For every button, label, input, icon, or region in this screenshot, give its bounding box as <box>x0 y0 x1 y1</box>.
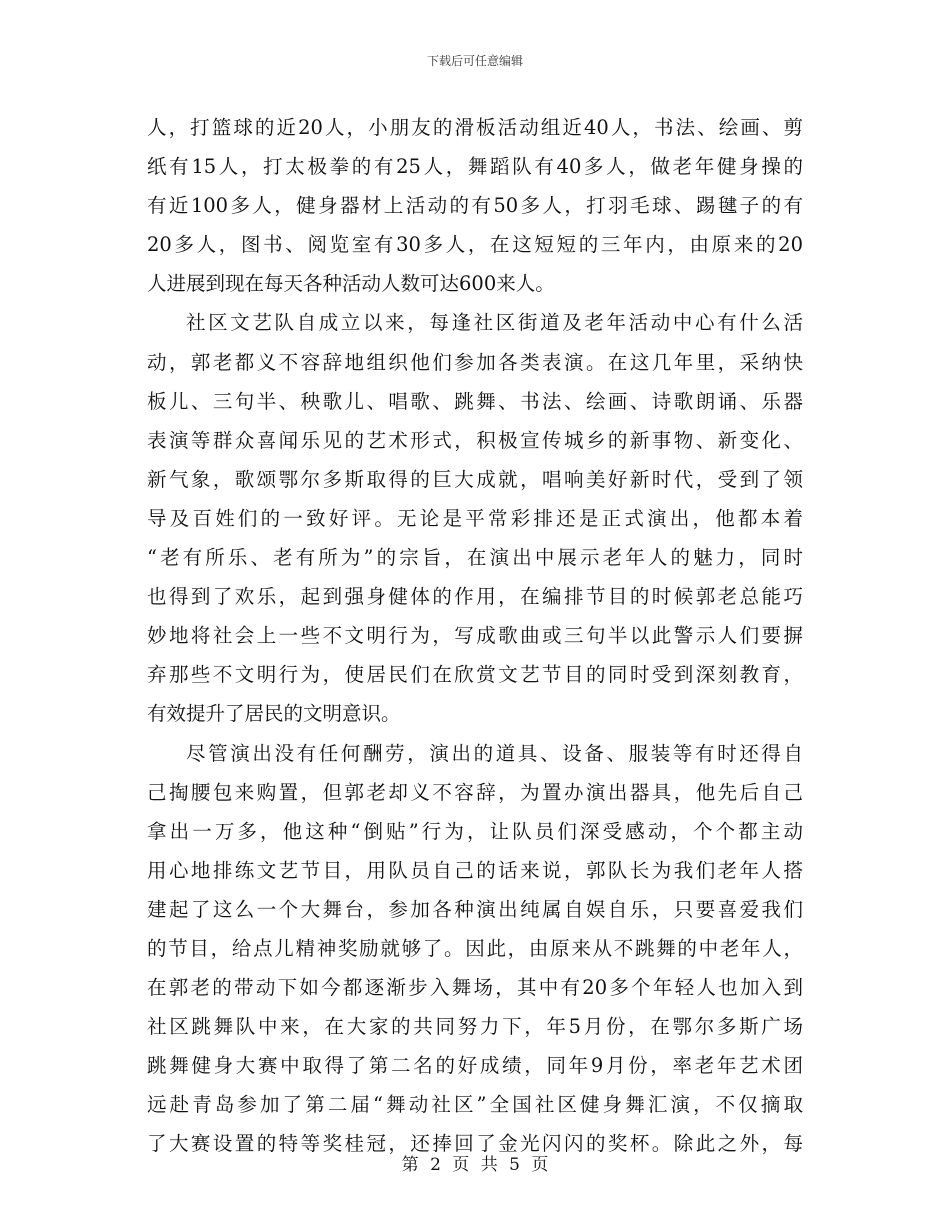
text-line: 有效提升了居民的文明意识。 <box>147 702 401 726</box>
text-line: 社区文艺队自成立以来，每逢社区街道及老年活动中心有什么活 <box>186 311 803 335</box>
text-line: 社区跳舞队中来，在大家的共同努力下，年5月份，在鄂尔多斯广场 <box>147 1015 803 1039</box>
text-line: 尽管演出没有任何酬劳，演出的道具、设备、服装等有时还得自 <box>186 741 803 765</box>
text-line: 远赴青岛参加了第二届“舞动社区”全国社区健身舞汇演，不仅摘取 <box>147 1093 803 1117</box>
text-line: 人进展到现在每天各种活动人数可达600来人。 <box>147 272 555 296</box>
text-line: 在郭老的带动下如今都逐渐步入舞场，其中有20多个年轻人也加入到 <box>147 976 803 1000</box>
text-line: 表演等群众喜闻乐见的艺术形式，积极宣传城乡的新事物、新变化、 <box>147 428 803 452</box>
text-line: 纸有15人，打太极拳的有25人，舞蹈队有40多人，做老年健身操的 <box>147 155 803 179</box>
text-line: 妙地将社会上一些不文明行为，写成歌曲或三句半以此警示人们要摒 <box>147 624 803 648</box>
text-line: 建起了这么一个大舞台，参加各种演出纯属自娱自乐，只要喜爱我们 <box>147 897 803 921</box>
text-line: 导及百姓们的一致好评。无论是平常彩排还是正式演出，他都本着 <box>147 506 803 530</box>
text-line: 跳舞健身大赛中取得了第二名的好成绩，同年9月份，率老年艺术团 <box>147 1054 803 1078</box>
text-line: 有近100多人，健身器材上活动的有50多人，打羽毛球、踢毽子的有 <box>147 194 803 218</box>
text-line: 弃那些不文明行为，使居民们在欣赏文艺节目的同时受到深刻教育， <box>147 663 803 687</box>
page-header: 下载后可任意编辑 <box>426 54 523 68</box>
page-footer: 第 2 页 共 5 页 <box>401 1155 549 1175</box>
text-line: 板儿、三句半、秧歌儿、唱歌、跳舞、书法、绘画、诗歌朗诵、乐器 <box>147 389 803 413</box>
text-line: 了大赛设置的特等奖桂冠，还捧回了金光闪闪的奖杯。除此之外，每 <box>147 1132 803 1156</box>
text-line: 动，郭老都义不容辞地组织他们参加各类表演。在这几年里，采纳快 <box>147 350 803 374</box>
text-line: 己掏腰包来购置，但郭老却义不容辞，为置办演出器具，他先后自己 <box>147 780 803 804</box>
document-body <box>147 108 803 1164</box>
text-line: 用心地排练文艺节目，用队员自己的话来说，郭队长为我们老年人搭 <box>147 858 803 882</box>
text-line: 20多人，图书、阅览室有30多人，在这短短的三年内，由原来的20 <box>147 233 803 257</box>
text-line: 新气象，歌颂鄂尔多斯取得的巨大成就，唱响美好新时代，受到了领 <box>147 467 803 491</box>
text-line: 的节目，给点儿精神奖励就够了。因此，由原来从不跳舞的中老年人， <box>147 936 803 960</box>
text-line: 人，打篮球的近20人，小朋友的滑板活动组近40人，书法、绘画、剪 <box>147 116 803 139</box>
text-line: 拿出一万多，他这种“倒贴”行为，让队员们深受感动，个个都主动 <box>147 819 803 843</box>
text-line: 也得到了欢乐，起到强身健体的作用，在编排节目的时候郭老总能巧 <box>147 585 803 609</box>
text-line: “老有所乐、老有所为”的宗旨，在演出中展示老年人的魅力，同时 <box>147 546 803 570</box>
